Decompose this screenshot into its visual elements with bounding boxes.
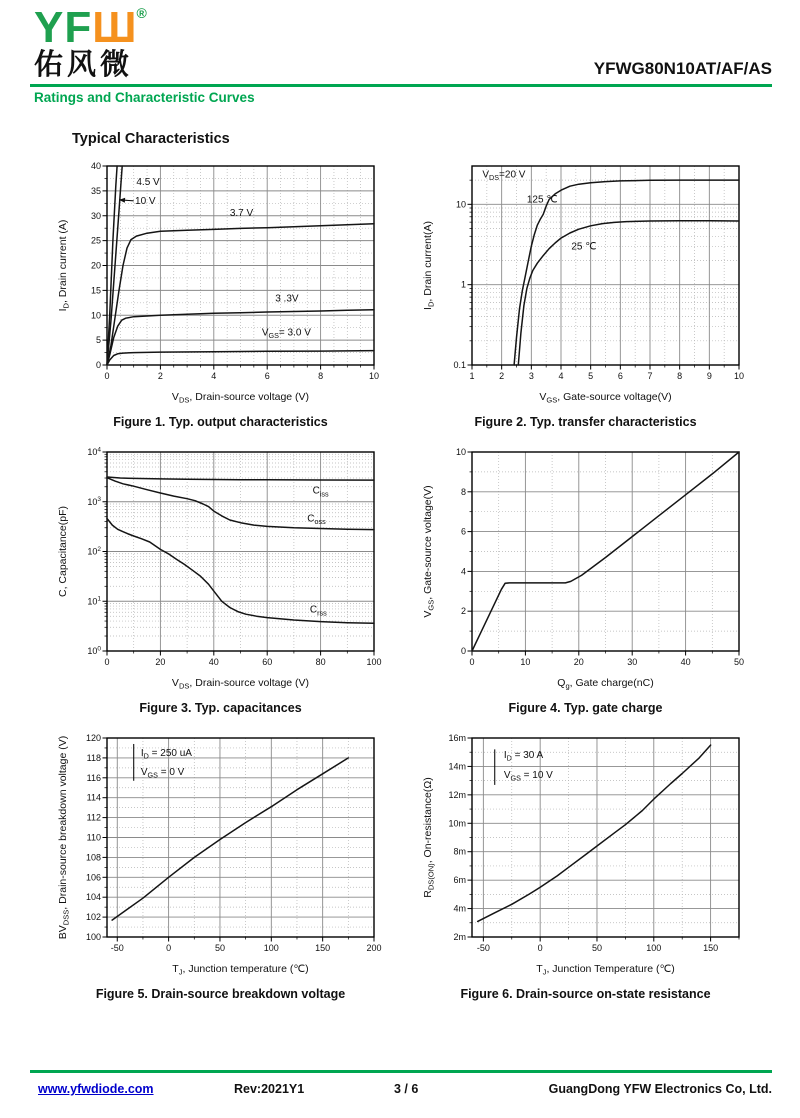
svg-text:VGS, Gate-source voltage(V): $V_{GS}$, Gate-source voltage(V) [538, 390, 672, 405]
svg-text:8: 8 [317, 370, 323, 381]
logo-w-glyph: Ш [92, 3, 137, 52]
figure-4 [403, 443, 768, 715]
figure-1 [38, 157, 403, 429]
svg-text:3: 3 [528, 370, 534, 381]
svg-text:8: 8 [460, 486, 466, 497]
figure-1-plot [55, 157, 387, 414]
svg-text:0: 0 [95, 359, 101, 370]
svg-text:ID = 250 uA: $I_D = 250$ uA [140, 747, 192, 761]
svg-text:0: 0 [103, 370, 110, 381]
svg-text:50: 50 [214, 942, 225, 953]
svg-text:6: 6 [617, 370, 623, 381]
figure-5-plot [55, 729, 387, 986]
figure-5 [38, 729, 403, 1001]
svg-text:0: 0 [468, 656, 475, 667]
svg-text:114: 114 [86, 792, 101, 803]
company-name: GuangDong YFW Electronics Co, Ltd. [548, 1082, 772, 1096]
svg-text:10: 10 [455, 199, 466, 210]
figure-2-plot [420, 157, 752, 414]
svg-text:-50: -50 [110, 942, 124, 953]
svg-text:Crss: $C_{rss}$ [309, 604, 327, 618]
figure-2 [403, 157, 768, 429]
figure-6-plot [420, 729, 752, 986]
page-number: 3 / 6 [394, 1082, 419, 1096]
svg-text:108: 108 [85, 852, 101, 863]
svg-text:112: 112 [86, 812, 101, 823]
svg-text:150: 150 [702, 942, 718, 953]
svg-text:15: 15 [90, 285, 101, 296]
svg-text:125 ℃: 125 ℃ [526, 194, 558, 206]
svg-text:VGS = 10 V: $V_{GS} = 10$ V [503, 769, 553, 783]
svg-text:3.7 V: 3.7 V [229, 208, 253, 220]
svg-text:60: 60 [261, 656, 272, 667]
svg-text:10: 10 [455, 446, 466, 457]
figure-3 [38, 443, 403, 715]
svg-text:100: 100 [365, 656, 382, 667]
charts-grid [0, 157, 800, 1001]
svg-text:0: 0 [537, 942, 543, 953]
yfw-logo [34, 3, 147, 82]
svg-text:1: 1 [460, 279, 466, 290]
svg-text:VGS = 0 V: $V_{GS} = 0$ V [140, 766, 184, 780]
svg-text:2: 2 [157, 370, 163, 381]
svg-text:TJ, Junction temperature (℃): $T_J$, Junction temperature (℃) [171, 962, 309, 977]
svg-text:25 ℃: 25 ℃ [570, 241, 597, 253]
svg-text:200: 200 [365, 942, 382, 953]
svg-text:2m: 2m [452, 931, 466, 942]
svg-text:110: 110 [86, 832, 101, 843]
svg-text:40: 40 [680, 656, 691, 667]
svg-text:Coss: $C_{oss}$ [306, 513, 326, 527]
svg-text:50: 50 [591, 942, 602, 953]
header-divider [30, 84, 772, 87]
figure-3-plot [55, 443, 387, 700]
svg-text:100: $10^0$ [86, 645, 101, 656]
part-number: YFWG80N10AT/AF/AS [593, 58, 772, 78]
svg-text:C, Capacitance(pF): C, Capacitance(pF) [56, 505, 69, 597]
svg-text:VDS=20 V: $V_{DS}=20$ V [481, 169, 525, 183]
svg-text:10 V: 10 V [134, 195, 156, 207]
registered-trademark-icon: ® [136, 5, 147, 21]
svg-text:0: 0 [165, 942, 171, 953]
svg-text:80: 80 [315, 656, 326, 667]
svg-text:102: $10^2$ [86, 545, 101, 557]
svg-text:100: 100 [645, 942, 661, 953]
svg-text:10: 10 [368, 370, 379, 381]
svg-text:120: 120 [85, 732, 101, 743]
svg-text:12m: 12m [447, 789, 466, 800]
svg-text:6: 6 [264, 370, 270, 381]
page-footer [0, 1070, 800, 1096]
svg-text:RDS(ON), On-resistance(Ω): $R_{DS(ON)}$, On-resistance(Ω) [421, 777, 436, 898]
logo-chinese-name: 佑风微 [34, 49, 134, 81]
revision-label: Rev:2021Y1 [234, 1082, 305, 1096]
svg-text:6: 6 [460, 526, 466, 537]
svg-text:TJ, Junction Temperature (℃): $T_J$, Junction Temperature (℃) [535, 962, 675, 977]
figure-2-caption: Figure 2. Typ. transfer characteristics [474, 414, 697, 429]
svg-text:Qg, Gate charge(nC): $Q_g$, Gate charge(nC) [556, 676, 654, 691]
svg-text:30: 30 [626, 656, 637, 667]
footer-divider [30, 1070, 772, 1073]
svg-text:ID, Drain current (A): $I_D$, Drain current (A) [56, 219, 71, 312]
svg-text:10: 10 [90, 310, 101, 321]
svg-text:6m: 6m [452, 875, 466, 886]
svg-text:35: 35 [90, 185, 101, 196]
section-title: Ratings and Characteristic Curves [34, 89, 255, 105]
svg-text:116: 116 [86, 772, 101, 783]
svg-text:ID, Drain current(A): $I_D$, Drain current(A) [421, 220, 436, 310]
svg-text:10m: 10m [447, 818, 466, 829]
svg-text:14m: 14m [447, 761, 466, 772]
figure-6 [403, 729, 768, 1001]
svg-text:101: $10^1$ [86, 595, 101, 607]
yfw-logo-mark [34, 3, 147, 52]
svg-text:104: 104 [85, 892, 101, 903]
svg-text:BVDSS, Drain-source breakdown: $BV_{DSS}$, Drain-source breakdown voltage (V) [56, 735, 71, 940]
svg-text:0: 0 [460, 645, 466, 656]
svg-text:30: 30 [90, 210, 101, 221]
svg-text:100: 100 [85, 931, 101, 942]
svg-text:2: 2 [460, 606, 466, 617]
svg-text:ID = 30 A: $I_D = 30$ A [503, 749, 543, 763]
svg-text:118: 118 [86, 752, 101, 763]
svg-text:VDS, Drain-source voltage (V): $V_{DS}$, Drain-source voltage (V) [171, 676, 309, 691]
svg-text:40: 40 [208, 656, 219, 667]
page-heading: Typical Characteristics [72, 130, 230, 147]
svg-text:20: 20 [573, 656, 584, 667]
svg-text:2: 2 [498, 370, 504, 381]
figure-6-caption: Figure 6. Drain-source on-state resistance [460, 986, 711, 1001]
svg-text:7: 7 [646, 370, 653, 381]
svg-text:4m: 4m [452, 903, 466, 914]
svg-text:4: 4 [557, 370, 564, 381]
page-header [0, 0, 800, 82]
svg-text:10: 10 [733, 370, 744, 381]
svg-text:50: 50 [733, 656, 744, 667]
svg-text:3 .3V: 3 .3V [274, 293, 299, 305]
svg-text:40: 40 [90, 160, 101, 171]
svg-text:25: 25 [90, 235, 101, 246]
svg-text:4: 4 [460, 566, 466, 577]
figure-4-caption: Figure 4. Typ. gate charge [508, 700, 663, 715]
svg-text:100: 100 [263, 942, 279, 953]
svg-text:VGS= 3.0 V: $V_{GS}= 3.0$ V [261, 327, 311, 341]
svg-text:-50: -50 [476, 942, 490, 953]
figure-3-caption: Figure 3. Typ. capacitances [139, 700, 302, 715]
svg-text:8: 8 [676, 370, 682, 381]
svg-text:VGS, Gate-source voltage(V): $V_{GS}$, Gate-source voltage(V) [421, 485, 436, 618]
svg-text:4.5 V: 4.5 V [135, 176, 160, 188]
svg-text:102: 102 [85, 911, 101, 922]
svg-text:8m: 8m [452, 846, 466, 857]
svg-text:103: $10^3$ [86, 496, 101, 507]
svg-text:VDS, Drain-source voltage (V): $V_{DS}$, Drain-source voltage (V) [171, 390, 309, 405]
svg-text:0: 0 [103, 656, 110, 667]
svg-text:106: 106 [85, 872, 101, 883]
svg-text:20: 20 [154, 656, 165, 667]
svg-text:150: 150 [314, 942, 330, 953]
figure-4-plot [420, 443, 752, 700]
svg-text:4: 4 [210, 370, 216, 381]
figure-1-caption: Figure 1. Typ. output characteristics [113, 414, 328, 429]
svg-text:1: 1 [468, 370, 475, 381]
website-link[interactable]: www.yfwdiode.com [38, 1082, 154, 1096]
svg-text:9: 9 [706, 370, 712, 381]
svg-text:20: 20 [90, 260, 101, 271]
svg-text:104: $10^4$ [86, 446, 101, 457]
figure-5-caption: Figure 5. Drain-source breakdown voltage [95, 986, 346, 1001]
svg-text:0.1: 0.1 [452, 359, 466, 370]
svg-text:5: 5 [95, 335, 101, 346]
logo-yf-text: YF [34, 3, 93, 52]
svg-text:10: 10 [519, 656, 530, 667]
svg-text:Ciss: $C_{iss}$ [312, 485, 329, 499]
svg-text:5: 5 [587, 370, 593, 381]
svg-text:16m: 16m [447, 732, 466, 743]
